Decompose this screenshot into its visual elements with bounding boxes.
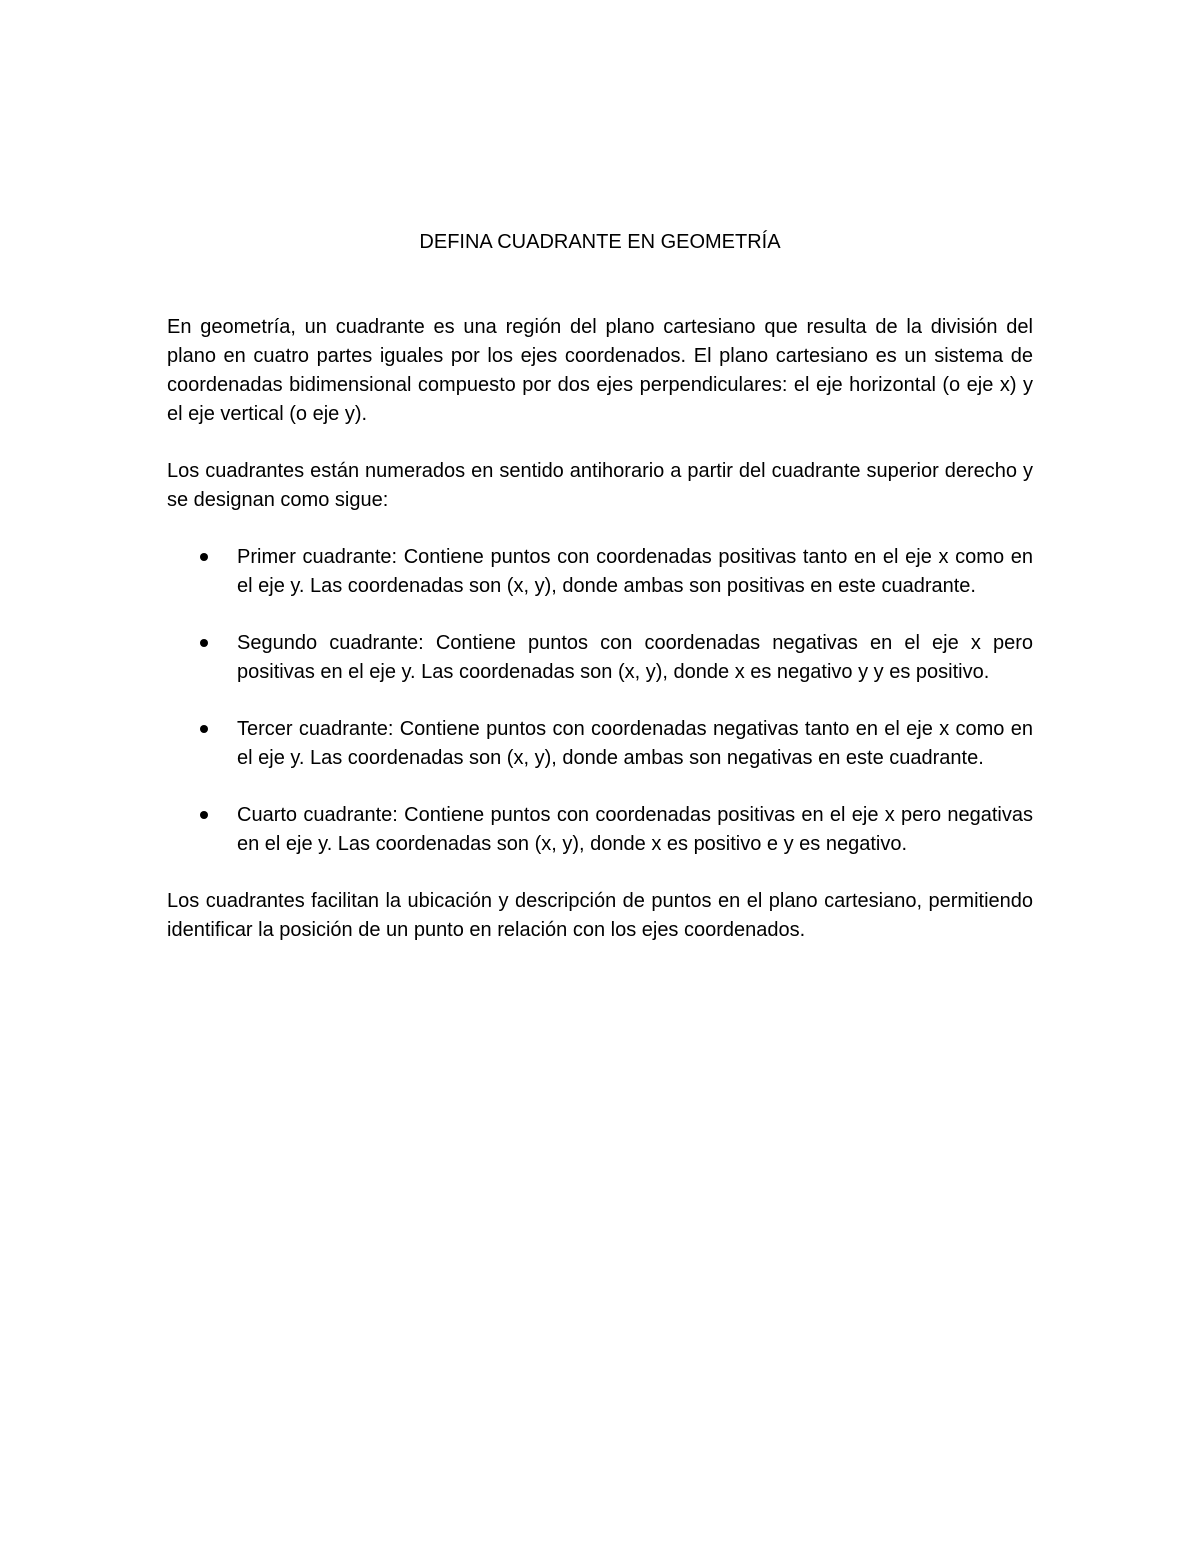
quadrant-list	[167, 543, 1033, 859]
list-item-third-quadrant	[167, 715, 1033, 773]
document-title: DEFINA CUADRANTE EN GEOMETRÍA	[419, 231, 781, 253]
list-item-second-quadrant	[167, 629, 1033, 687]
list-item-text: Segundo cuadrante: Contiene puntos con coordenadas negativas en el eje x pero positivas en el eje y. Las coordenadas son (x, y), donde x es negativo y y es positivo.	[237, 632, 1033, 683]
list-item-first-quadrant	[167, 543, 1033, 601]
list-item-fourth-quadrant	[167, 801, 1033, 859]
list-item-text: Tercer cuadrante: Contiene puntos con coordenadas negativas tanto en el eje x como en el eje y. Las coordenadas son (x, y), donde ambas son negativas en este cuadrante.	[237, 718, 1033, 769]
bullet-icon	[200, 811, 208, 819]
document-body	[167, 228, 1033, 973]
bullet-icon	[200, 553, 208, 561]
list-item-text: Cuarto cuadrante: Contiene puntos con coordenadas positivas en el eje x pero negativas en el eje y. Las coordenadas son (x, y), donde x es positivo e y es negativo.	[237, 804, 1033, 855]
numbering-paragraph: Los cuadrantes están numerados en sentido antihorario a partir del cuadrante superior derecho y se designan como sigue:	[167, 460, 1033, 511]
intro-paragraph: En geometría, un cuadrante es una región del plano cartesiano que resulta de la división del plano en cuatro partes iguales por los ejes coordenados. El plano cartesiano es un sistema de coordenadas bidimensional compuesto por dos ejes perpendiculares: el eje horizontal (o eje x) y el eje vertical (o eje y).	[167, 316, 1033, 425]
list-item-text: Primer cuadrante: Contiene puntos con coordenadas positivas tanto en el eje x como en el eje y. Las coordenadas son (x, y), donde ambas son positivas en este cuadrante.	[237, 546, 1033, 597]
bullet-icon	[200, 725, 208, 733]
conclusion-paragraph: Los cuadrantes facilitan la ubicación y descripción de puntos en el plano cartesiano, permitiendo identificar la posición de un punto en relación con los ejes coordenados.	[167, 890, 1033, 941]
bullet-icon	[200, 639, 208, 647]
